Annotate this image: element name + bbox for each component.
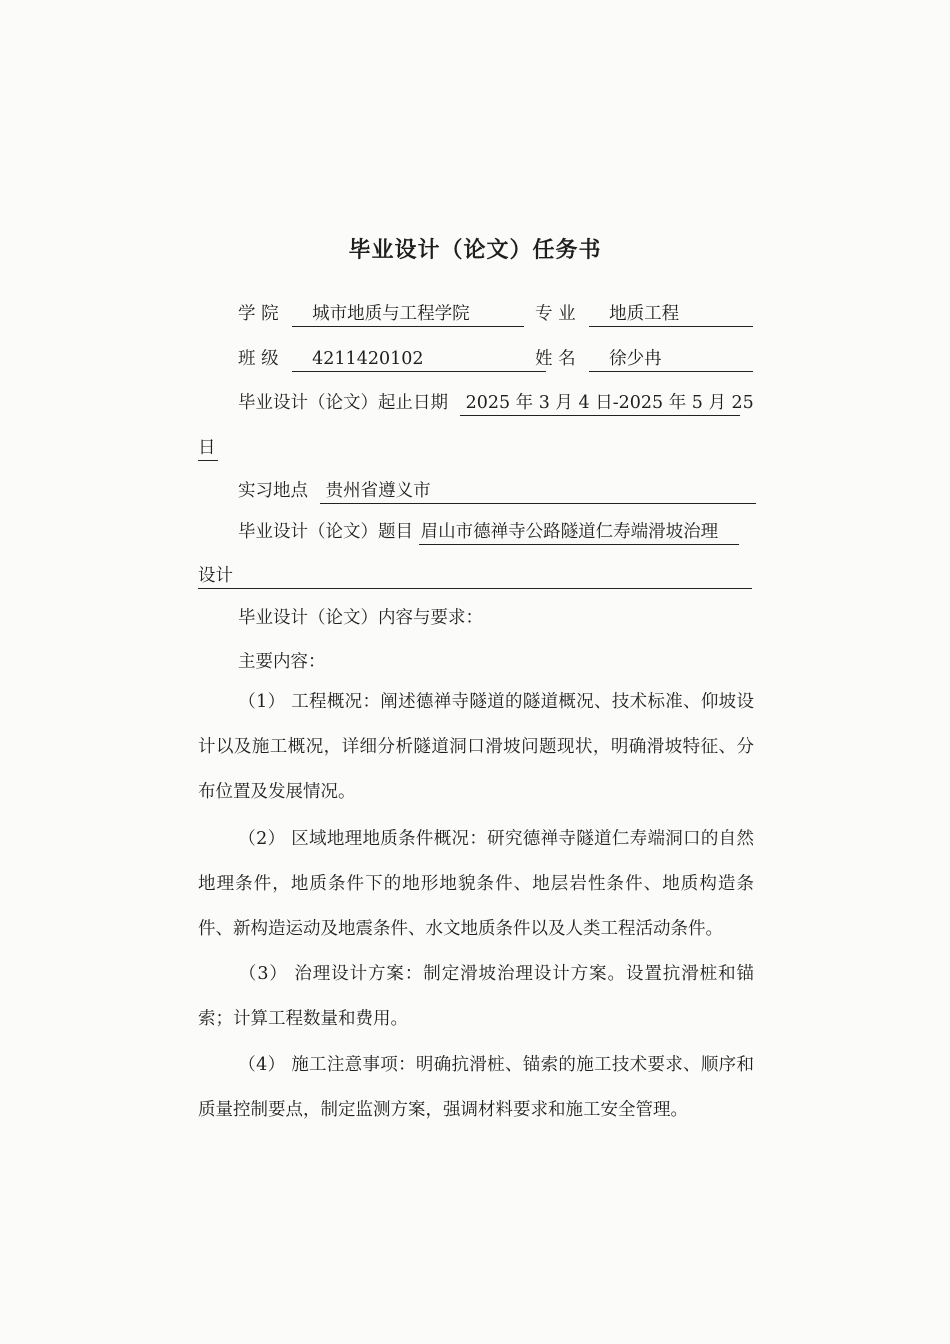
content-item-1 [198, 680, 754, 815]
name-label: 姓 名 [535, 349, 576, 369]
dates-wrap-row [198, 436, 218, 461]
dates-wrap-value: 日 [198, 436, 218, 461]
document-title: 毕业设计（论文）任务书 [348, 237, 602, 263]
major-row [535, 302, 753, 327]
topic-row [238, 520, 739, 545]
topic-value-line2: 设计 [198, 564, 752, 589]
content-item-4-text: （4） 施工注意事项：明确抗滑桩、锚索的施工技术要求、顺序和质量控制要点，制定监测方案，强调材料要求和施工安全管理。 [198, 1055, 754, 1120]
class-row [238, 347, 546, 372]
dates-value: 2025 年 3 月 4 日-2025 年 5 月 25 [460, 391, 740, 416]
class-value: 4211420102 [292, 347, 546, 372]
dates-label: 毕业设计（论文）起止日期 [238, 393, 448, 413]
content-item-3-text: （3） 治理设计方案：制定滑坡治理设计方案。设置抗滑桩和锚索；计算工程数量和费用。 [198, 964, 754, 1029]
content-item-3 [198, 952, 754, 1042]
college-value: 城市地质与工程学院 [292, 302, 524, 327]
main-content-label: 主要内容： [238, 652, 326, 672]
location-label: 实习地点 [238, 481, 308, 501]
content-item-1-text: （1） 工程概况：阐述德禅寺隧道的隧道概况、技术标准、仰坡设计以及施工概况，详细分析隧道洞口滑坡问题现状，明确滑坡特征、分布位置及发展情况。 [198, 692, 754, 802]
class-label: 班 级 [238, 349, 279, 369]
location-value: 贵州省遵义市 [320, 479, 756, 504]
content-item-2-text: （2） 区域地理地质条件概况：研究德禅寺隧道仁寿端洞口的自然地理条件，地质条件下的地形地貌条件、地层岩性条件、地质构造条件、新构造运动及地震条件、水文地质条件以及人类工程活动条件。 [198, 829, 754, 939]
college-row [238, 302, 524, 327]
major-value: 地质工程 [589, 302, 753, 327]
college-label: 学 院 [238, 304, 279, 324]
dates-row [238, 391, 754, 416]
content-item-2 [198, 817, 754, 952]
major-label: 专 业 [535, 304, 576, 324]
content-heading: 毕业设计（论文）内容与要求： [238, 608, 483, 628]
topic-label: 毕业设计（论文）题目 [238, 522, 413, 542]
content-item-4 [198, 1043, 754, 1133]
location-row [238, 479, 756, 504]
topic-value-line1: 眉山市德禅寺公路隧道仁寿端滑坡治理 [419, 520, 739, 545]
topic-wrap-row [198, 564, 752, 589]
name-row [535, 347, 753, 372]
name-value: 徐少冉 [589, 347, 753, 372]
